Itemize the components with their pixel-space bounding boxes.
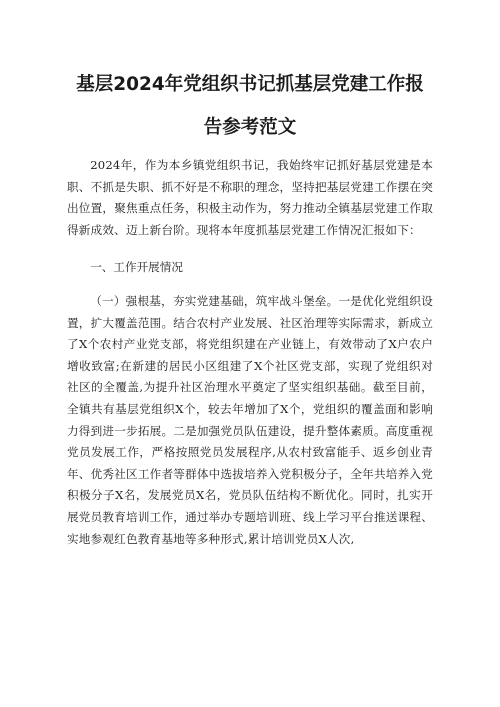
document-title-line1: 基层2024年党组织书记抓基层党建工作报 bbox=[76, 74, 424, 95]
document-title-line2: 告参考范文 bbox=[203, 117, 297, 138]
intro-paragraph: 2024年，作为本乡镇党组织书记，我始终牢记抓好基层党建是本职、不抓是失职、抓不好是不称职的理念，坚持把基层党建工作摆在突出位置，聚焦重点任务，积极主动作为，努力推动全镇基层党建工作取得新成效、迈上新台阶。现将本年度抓基层党建工作情况汇报如下： bbox=[67, 158, 433, 237]
section1-paragraph: （一）强根基，夯实党建基础，筑牢战斗堡垒。一是优化党组织设置，扩大覆盖范围。结合农村产业发展、社区治理等实际需求，新成立了X个农村产业党支部，将党组织建在产业链上，有效带动了X户农户增收致富;在新建的居民小区组建了X个社区党支部，实现了党组织对社区的全覆盖,为提升社区治理水平奠定了坚实组织基础。截至目前，全镇共有基层党组织X个，较去年增加了X个，党组织的覆盖面和影响力得到进一步拓展。二是加强党员队伍建设，提升整体素质。高度重视党员发展工作，严格按照党员发展程序,从农村致富能手、返乡创业青年、优秀社区工作者等群体中选拔培养入党积极分子，全年共培养入党积极分子X名，发展党员X名，党员队伍结构不断优化。同时，扎实开展党员教育培训工作，通过举办专题培训班、线上学习平台推送课程、实地参观红色教育基地等多种形式,累计培训党员X人次, bbox=[67, 293, 433, 546]
document-body bbox=[67, 155, 433, 550]
section-heading-1: 一、工作开展情况 bbox=[90, 260, 183, 275]
